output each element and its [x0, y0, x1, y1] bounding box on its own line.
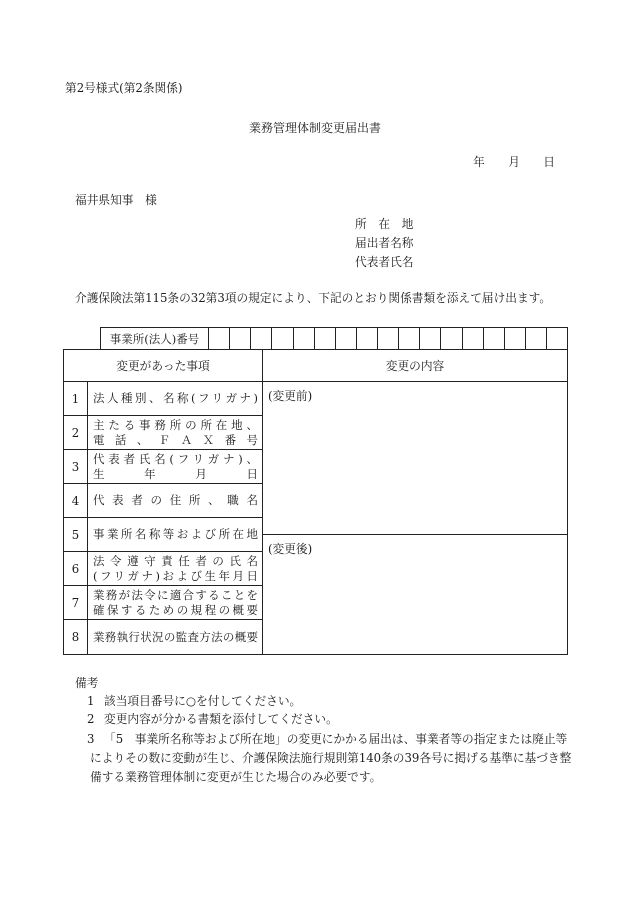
number-digit-cell: [441, 328, 462, 349]
number-digit-cell: [272, 328, 293, 349]
number-digit-cell: [294, 328, 315, 349]
note-text: 備する業務管理体制に変更が生じた場合のみ必要です。: [90, 770, 382, 784]
form-title: 業務管理体制変更届出書: [248, 121, 381, 135]
number-digit-cell: [230, 328, 251, 349]
change-item-1: [88, 382, 263, 416]
change-item-text: 代表者の住所、職名: [93, 493, 258, 507]
change-item-text: 電話、ＦＡＸ番号: [93, 432, 258, 447]
row-number: 4: [64, 484, 88, 518]
note-text: 「5 事業所名称等および所在地」の変更にかかる届出は、事業者等の指定または廃止等: [104, 732, 568, 746]
office-number-row: [100, 327, 568, 349]
change-item-text: 法人種別、名称(フリガナ): [93, 391, 258, 405]
statement-text: 介護保険法第115条の32第3項の規定により、下記のとおり関係書類を添えて届け出ます。: [75, 291, 552, 305]
number-digit-cell: [505, 328, 526, 349]
change-item-text: 法令遵守責任者の氏名: [93, 553, 258, 568]
change-item-text: 業務が法令に適合することを: [93, 587, 258, 602]
number-digit-cell: [251, 328, 272, 349]
office-number-label: 事業所(法人)番号: [101, 328, 209, 349]
addressee: 福井県知事 様: [75, 193, 157, 207]
change-item-text: 代表者氏名(フリガナ)、: [93, 451, 258, 466]
number-digit-cell: [399, 328, 420, 349]
row-number: 1: [64, 382, 88, 416]
change-item-text: 事業所名称等および所在地: [93, 527, 258, 541]
change-item-6: [88, 552, 263, 586]
row-number: 8: [64, 620, 88, 654]
change-items-table: [63, 349, 568, 655]
change-item-4: [88, 484, 263, 518]
row-number: 7: [64, 586, 88, 620]
number-digit-cell: [547, 328, 567, 349]
change-item-3: [88, 450, 263, 484]
applicant-address-label: 所 在 地: [355, 217, 414, 231]
date-line: 年 月 日: [473, 155, 555, 169]
change-after-label: (変更後): [268, 542, 313, 556]
change-item-7: [88, 586, 263, 620]
number-digit-cell: [336, 328, 357, 349]
number-digit-cell: [209, 328, 230, 349]
row-number: 3: [64, 450, 88, 484]
number-digit-cell: [420, 328, 441, 349]
number-digit-cell: [526, 328, 547, 349]
note-text: によりその数に変動が生じ、介護保険法施行規則第140条の39各号に掲げる基準に基づき整: [90, 751, 572, 765]
note-text: 変更内容が分かる書類を添付してください。: [104, 712, 338, 726]
notes-heading: 備考: [75, 676, 99, 690]
row-number: 5: [64, 518, 88, 552]
change-before-area: [263, 382, 567, 535]
change-before-label: (変更前): [268, 389, 313, 403]
note-number: 3: [87, 732, 95, 746]
representative-name-label: 代表者氏名: [355, 255, 414, 269]
number-digit-cell: [484, 328, 505, 349]
number-digit-cell: [315, 328, 336, 349]
change-item-2: [88, 416, 263, 450]
change-item-text: (フリガナ)および生年月日: [93, 568, 258, 583]
note-number: 1: [87, 694, 95, 708]
number-digit-cell: [463, 328, 484, 349]
change-after-area: [263, 535, 567, 654]
change-item-5: [88, 518, 263, 552]
header-changed-item: 変更があった事項: [64, 350, 263, 382]
row-number: 6: [64, 552, 88, 586]
change-item-text: 生年月日: [93, 466, 258, 481]
note-text: 該当項目番号に○を付してください。: [104, 694, 302, 708]
change-item-8: [88, 620, 263, 654]
header-change-content: 変更の内容: [263, 350, 567, 382]
number-digit-cell: [378, 328, 399, 349]
change-item-text: 業務執行状況の監査方法の概要: [93, 629, 258, 644]
note-number: 2: [87, 712, 95, 726]
number-digit-cell: [357, 328, 378, 349]
change-item-text: 確保するための規程の概要: [93, 602, 258, 617]
row-number: 2: [64, 416, 88, 450]
change-item-text: 主たる事務所の所在地、: [93, 417, 258, 432]
applicant-name-label: 届出者名称: [355, 236, 414, 250]
form-number: 第2号様式(第2条関係): [65, 81, 183, 95]
